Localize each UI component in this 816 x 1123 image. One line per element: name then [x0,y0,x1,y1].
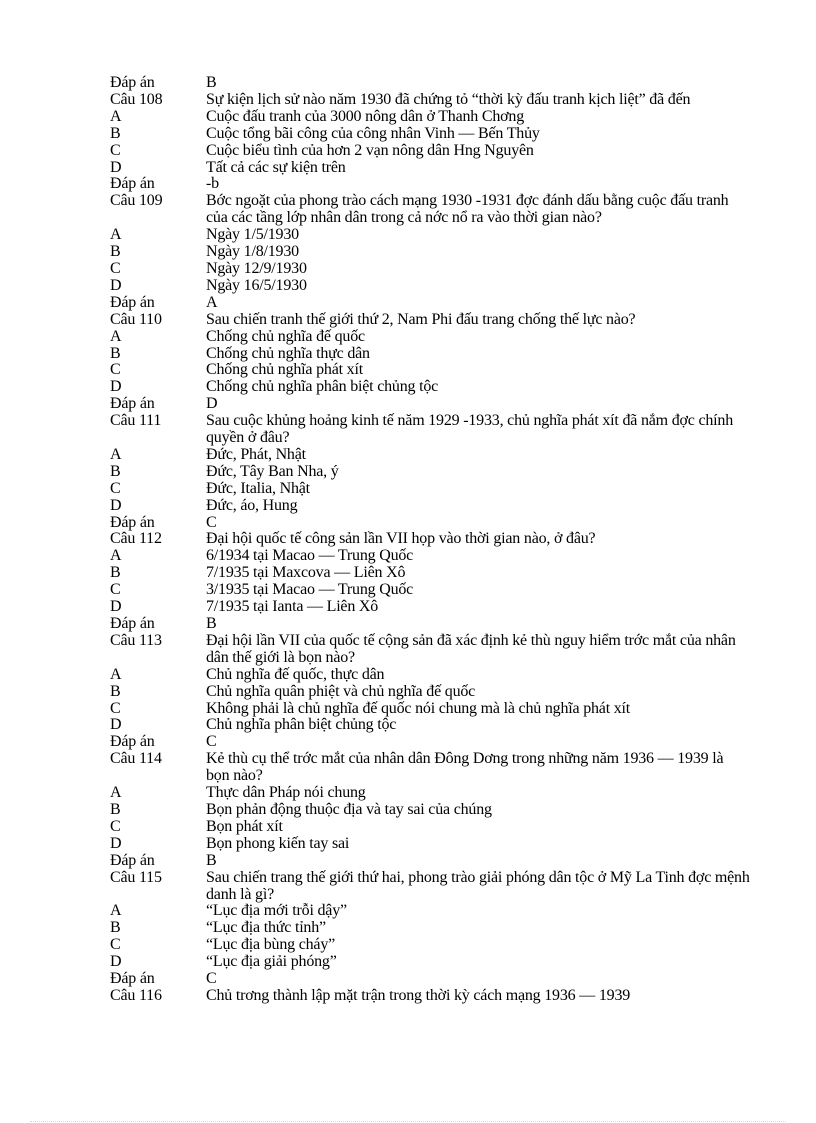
answer-text: D [206,395,218,413]
question-label: Câu 115 [110,868,162,886]
option-label: A [110,226,122,244]
option-text: Chủ nghĩa quân phiệt và chủ nghĩa đế quốc [206,682,476,700]
option-row [110,819,750,836]
answer-row [110,616,750,633]
option-text: Chống chủ nghĩa thực dân [206,344,370,362]
option-row [110,684,750,701]
page-bottom-rule [30,1121,786,1122]
question-label: Câu 112 [110,530,162,548]
answer-label: Đáp án [110,293,155,311]
option-row [110,599,750,616]
option-label: A [110,107,122,125]
option-row [110,836,750,853]
question-text: Sự kiện lịch sử nào năm 1930 đã chứng tỏ “thời kỳ đấu tranh kịch liệt” đã đến [206,90,691,108]
option-label: D [110,716,122,734]
option-row [110,937,750,954]
option-text: Chống chủ nghĩa đế quốc [206,327,365,345]
question-row [110,870,750,904]
option-text: Cuộc đấu tranh của 3000 nông dân ở Thanh Chơng [206,107,525,125]
answer-row [110,853,750,870]
question-text: Kẻ thù cụ thể trớc mắt của nhân dân Đông Dơng trong những năm 1936 — 1939 là bọn nào? [206,750,724,785]
option-row [110,548,750,565]
option-label: B [110,919,121,937]
question-row [110,751,750,785]
question-text: Bớc ngoặt của phong trào cách mạng 1930 -1931 đợc đánh dấu bằng cuộc đấu tranh của các tầng lớp nhân dân trong cả nớc nổ ra vào thời gian nào? [206,192,729,227]
answer-label: Đáp án [110,851,155,869]
question-row [110,193,750,227]
option-row [110,903,750,920]
question-row [110,413,750,447]
question-text: Sau chiến tranh thế giới thứ 2, Nam Phi đấu trang chống thế lực nào? [206,310,636,328]
option-text: 7/1935 tại Ianta — Liên Xô [206,598,379,616]
question-text: Sau cuộc khủng hoảng kinh tế năm 1929 -1933, chủ nghĩa phát xít đã nắm đợc chính quyền ở đâu? [206,412,734,447]
option-label: A [110,327,122,345]
option-label: D [110,496,122,514]
option-row [110,379,750,396]
option-label: A [110,665,122,683]
option-text: “Lục địa thức tỉnh” [206,919,326,937]
option-text: Ngày 12/9/1930 [206,259,307,277]
option-text: Thực dân Pháp nói chung [206,784,366,802]
option-row [110,346,750,363]
option-text: Không phải là chủ nghĩa đế quốc nói chung mà là chủ nghĩa phát xít [206,699,631,717]
answer-row [110,515,750,532]
option-label: A [110,784,122,802]
option-text: Đức, áo, Hung [206,496,298,514]
option-text: Chống chủ nghĩa phân biệt chủng tộc [206,378,439,396]
option-row [110,785,750,802]
answer-row [110,295,750,312]
option-row [110,126,750,143]
question-list [110,75,750,1005]
option-text: “Lục địa giải phóng” [206,953,337,971]
question-label: Câu 116 [110,986,162,1004]
option-row [110,227,750,244]
option-row [110,329,750,346]
answer-row [110,971,750,988]
answer-text: B [206,74,217,91]
option-text: “Lục địa mới trỗi dậy” [206,902,347,920]
answer-text: C [206,513,217,531]
question-row [110,531,750,548]
answer-row [110,734,750,751]
option-text: Ngày 1/5/1930 [206,226,299,244]
option-label: B [110,462,121,480]
question-label: Câu 114 [110,750,162,768]
answer-row [110,176,750,193]
answer-text: C [206,733,217,751]
option-text: 6/1934 tại Macao — Trung Quốc [206,547,414,565]
option-row [110,464,750,481]
answer-label: Đáp án [110,395,155,413]
answer-label: Đáp án [110,175,155,193]
option-row [110,920,750,937]
question-label: Câu 108 [110,90,163,108]
question-row [110,312,750,329]
option-label: C [110,581,121,599]
option-label: D [110,953,122,971]
answer-row [110,396,750,413]
option-label: D [110,378,122,396]
answer-text: B [206,851,217,869]
option-row [110,362,750,379]
option-label: B [110,344,121,362]
question-text: Đại hội lần VII của quốc tế cộng sản đã xác định kẻ thù nguy hiểm trớc mắt của nhân dân thế giới là bọn nào? [206,631,736,666]
answer-row [110,75,750,92]
answer-label: Đáp án [110,733,155,751]
option-text: Bọn phong kiến tay sai [206,834,350,852]
option-text: Cuộc biểu tình của hơn 2 vạn nông dân Hng Nguyên [206,141,534,159]
option-row [110,481,750,498]
question-text: Sau chiến trang thế giới thứ hai, phong trào giải phóng dân tộc ở Mỹ La Tinh đợc mệnh danh là gì? [206,868,750,903]
answer-text: -b [206,175,219,193]
question-label: Câu 111 [110,412,162,430]
option-label: A [110,902,122,920]
option-label: A [110,445,122,463]
option-text: Chủ nghĩa đế quốc, thực dân [206,665,385,683]
option-text: Ngày 16/5/1930 [206,276,307,294]
answer-text: C [206,970,217,988]
option-label: C [110,141,121,159]
answer-label: Đáp án [110,615,155,632]
question-text: Chủ trơng thành lập mặt trận trong thời kỳ cách mạng 1936 — 1939 [206,986,631,1004]
option-text: Cuộc tổng bãi công của công nhân Vinh — Bến Thủy [206,124,540,142]
answer-label: Đáp án [110,513,155,531]
option-text: Chủ nghĩa phân biệt chủng tộc [206,716,397,734]
option-row [110,143,750,160]
option-label: D [110,276,122,294]
option-label: B [110,800,121,818]
option-row [110,278,750,295]
option-text: “Lục địa bùng cháy” [206,936,336,954]
option-row [110,160,750,177]
option-text: Đức, Tây Ban Nha, ý [206,462,339,480]
option-row [110,109,750,126]
option-row [110,447,750,464]
option-row [110,261,750,278]
question-row [110,988,750,1005]
answer-label: Đáp án [110,74,155,91]
option-row [110,498,750,515]
option-label: C [110,361,121,379]
option-label: A [110,547,122,565]
option-label: D [110,598,122,616]
question-label: Câu 113 [110,631,162,649]
option-row [110,244,750,261]
option-text: Bọn phát xít [206,817,283,835]
option-text: 3/1935 tại Macao — Trung Quốc [206,581,414,599]
option-row [110,954,750,971]
option-label: C [110,259,121,277]
question-label: Câu 110 [110,310,162,328]
option-text: Ngày 1/8/1930 [206,243,299,261]
option-text: Đức, Phát, Nhật [206,445,306,463]
option-label: C [110,479,121,497]
option-text: Tất cả các sự kiện trên [206,158,346,176]
option-label: B [110,124,121,142]
answer-text: B [206,615,217,632]
question-label: Câu 109 [110,192,163,210]
question-row [110,633,750,667]
option-row [110,802,750,819]
option-label: B [110,682,121,700]
option-row [110,717,750,734]
option-label: C [110,936,121,954]
option-row [110,565,750,582]
option-row [110,667,750,684]
option-text: 7/1935 tại Maxcova — Liên Xô [206,564,406,582]
option-label: C [110,699,121,717]
option-text: Bọn phản động thuộc địa và tay sai của chúng [206,800,492,818]
option-label: D [110,158,122,176]
option-label: D [110,834,122,852]
option-label: B [110,243,121,261]
question-row [110,92,750,109]
option-label: B [110,564,121,582]
option-row [110,582,750,599]
option-text: Chống chủ nghĩa phát xít [206,361,363,379]
answer-text: A [206,293,218,311]
option-label: C [110,817,121,835]
option-text: Đức, Italia, Nhật [206,479,310,497]
answer-label: Đáp án [110,970,155,988]
question-text: Đại hội quốc tế công sản lần VII họp vào thời gian nào, ở đâu? [206,530,596,548]
option-row [110,701,750,718]
